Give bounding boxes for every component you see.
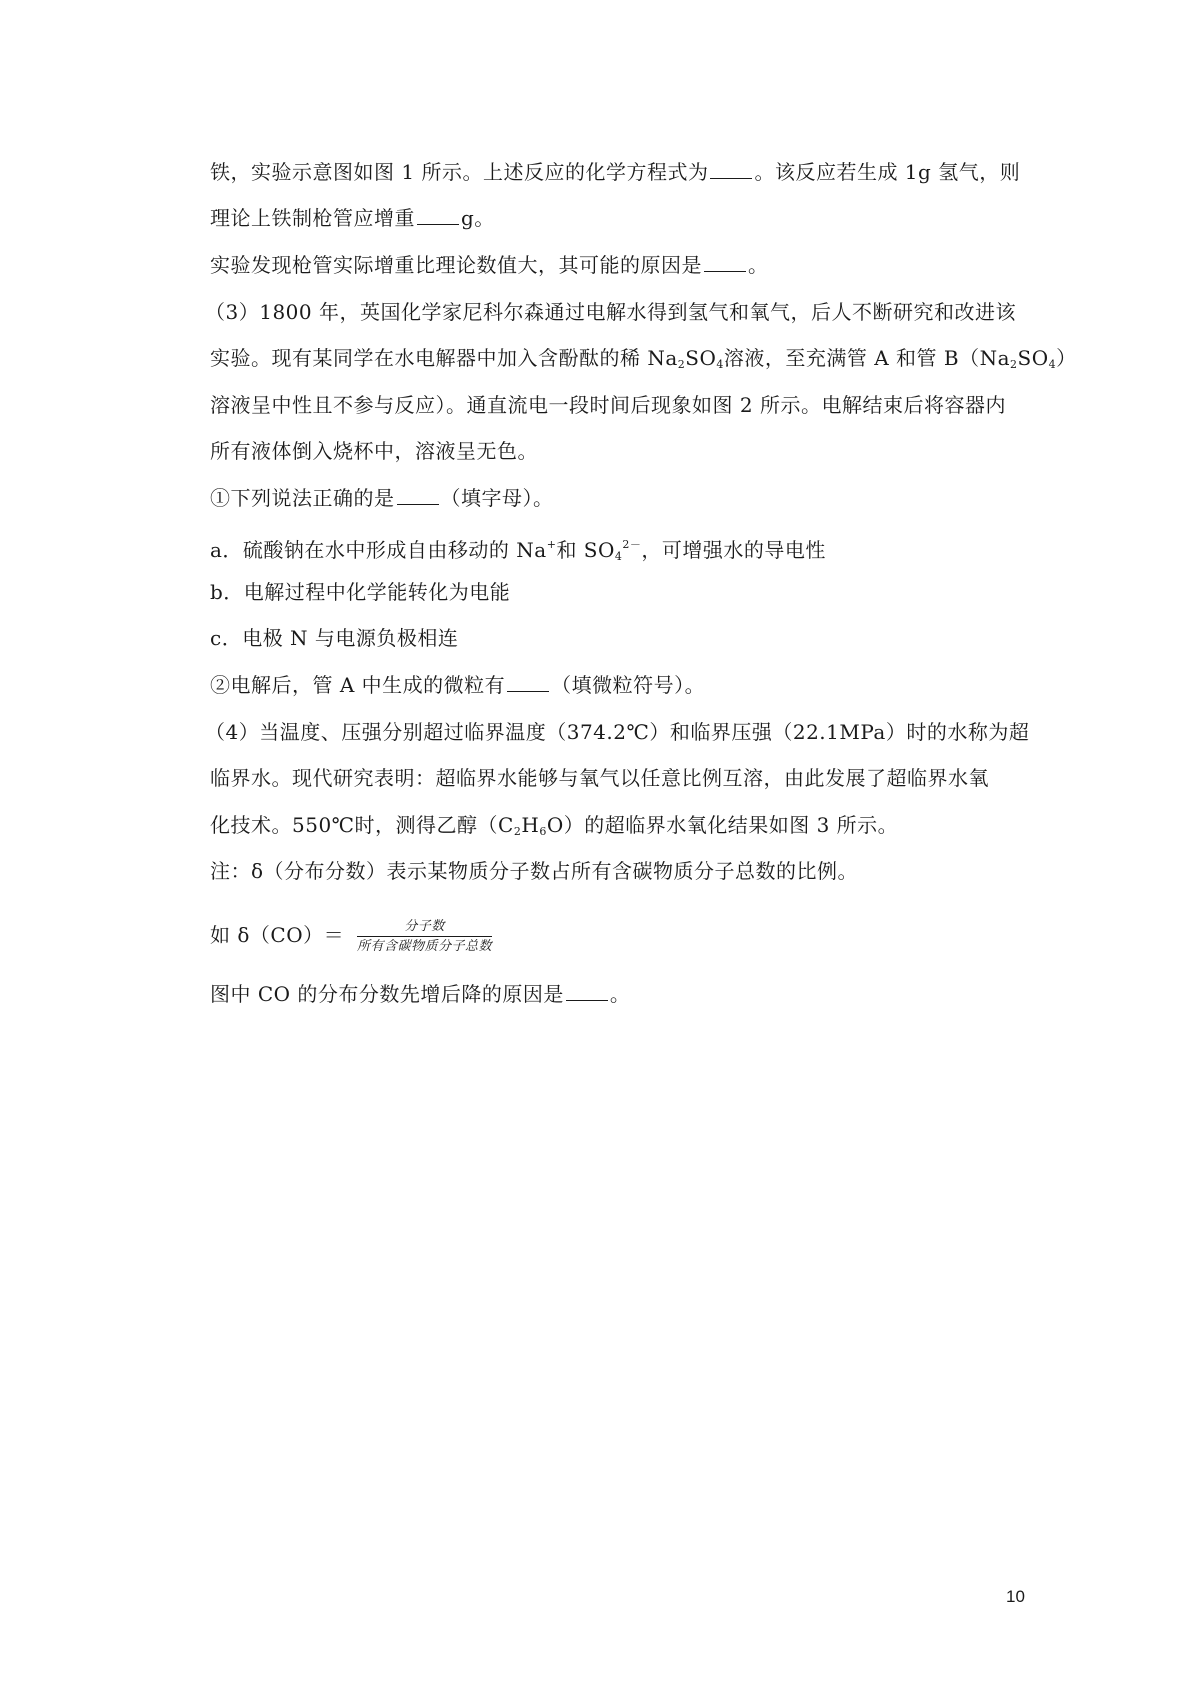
subscript: 2 xyxy=(677,358,686,371)
text-segment: SO xyxy=(685,346,717,370)
subscript: 2 xyxy=(513,825,522,838)
fraction-denominator: 所有含碳物质分子总数 xyxy=(356,939,492,954)
answer-blank xyxy=(704,251,746,272)
text-line-13 xyxy=(205,717,1029,747)
text-line-8 xyxy=(210,483,554,513)
text-segment: （填微粒符号）。 xyxy=(551,673,706,697)
text-segment: 。 xyxy=(609,982,631,1006)
text-line-15 xyxy=(210,810,898,847)
text-segment: a．硫酸钠在水中形成自由移动的 Na xyxy=(210,538,547,562)
text-segment: ②电解后，管 A 中生成的微粒有 xyxy=(210,673,506,697)
text-line-5 xyxy=(210,343,1077,380)
text-line-11 xyxy=(210,623,458,653)
text-segment: （填字母）。 xyxy=(440,486,554,510)
text-segment: 溶液，至充满管 A 和管 B（Na xyxy=(723,346,1011,370)
text-segment: 实验。现有某同学在水电解器中加入含酚酞的稀 Na xyxy=(210,346,678,370)
text-segment: ①下列说法正确的是 xyxy=(210,486,395,510)
text-line-6 xyxy=(210,390,1006,420)
fraction xyxy=(357,918,492,955)
text-segment: （4）当温度、压强分别超过临界温度（374.2℃）和临界压强（22.1MPa）时的水称为超 xyxy=(205,720,1030,744)
answer-blank xyxy=(417,204,459,225)
text-segment: b．电解过程中化学能转化为电能 xyxy=(210,580,511,604)
text-segment: c．电极 N 与电源负极相连 xyxy=(210,626,459,650)
text-segment: 和 SO xyxy=(556,538,615,562)
text-segment: 。 xyxy=(748,253,769,277)
text-segment: 。该反应若生成 1g 氢气，则 xyxy=(754,160,1021,184)
subscript: 4 xyxy=(614,550,623,563)
text-line-7 xyxy=(210,436,538,466)
text-segment: H xyxy=(521,813,540,837)
answer-blank xyxy=(397,484,439,505)
text-segment: O）的超临界水氧化结果如图 3 所示。 xyxy=(546,813,899,837)
text-line-9 xyxy=(210,530,826,572)
text-line-16 xyxy=(210,856,858,886)
fraction-numerator: 分子数 xyxy=(357,918,492,937)
text-segment: SO xyxy=(1017,346,1049,370)
formula-line xyxy=(210,918,492,955)
text-segment: 溶液呈中性且不参与反应）。通直流电一段时间后现象如图 2 所示。电解结束后将容器内 xyxy=(210,393,1006,417)
text-line-14 xyxy=(210,763,989,793)
text-segment: 理论上铁制枪管应增重 xyxy=(210,206,415,230)
text-line-2 xyxy=(210,203,495,233)
superscript: + xyxy=(546,538,557,551)
text-segment: 所有液体倒入烧杯中，溶液呈无色。 xyxy=(210,439,538,463)
text-line-3 xyxy=(210,250,769,280)
text-segment: 实验发现枪管实际增重比理论数值大，其可能的原因是 xyxy=(210,253,702,277)
subscript: 4 xyxy=(1048,358,1057,371)
subscript: 2 xyxy=(1010,358,1018,371)
text-segment: 临界水。现代研究表明：超临界水能够与氧气以任意比例互溶，由此发展了超临界水氧 xyxy=(210,766,989,790)
page-number: 10 xyxy=(1006,1587,1025,1606)
subscript: 6 xyxy=(539,825,547,838)
text-segment: （3）1800 年，英国化学家尼科尔森通过电解水得到氢气和氧气，后人不断研究和改进该 xyxy=(205,300,1016,324)
text-segment: g。 xyxy=(461,206,495,230)
formula-lhs: 如 δ（CO）＝ xyxy=(210,923,345,947)
text-line-10 xyxy=(210,577,510,607)
subscript: 4 xyxy=(716,358,724,371)
text-segment: 图中 CO 的分布分数先增后降的原因是 xyxy=(210,982,564,1006)
text-line-18 xyxy=(210,979,630,1009)
superscript: 2－ xyxy=(622,538,642,551)
text-segment: ，可增强水的导电性 xyxy=(641,538,826,562)
text-line-4 xyxy=(205,297,1016,327)
text-segment: 化技术。550℃时，测得乙醇（C xyxy=(210,813,514,837)
text-segment: ） xyxy=(1056,346,1077,370)
answer-blank xyxy=(507,671,549,692)
answer-blank xyxy=(710,158,752,179)
answer-blank xyxy=(566,980,608,1001)
text-line-12 xyxy=(210,670,705,700)
text-line-1 xyxy=(210,157,1020,187)
text-segment: 注：δ（分布分数）表示某物质分子数占所有含碳物质分子总数的比例。 xyxy=(210,859,859,883)
text-segment: 铁，实验示意图如图 1 所示。上述反应的化学方程式为 xyxy=(210,160,709,184)
